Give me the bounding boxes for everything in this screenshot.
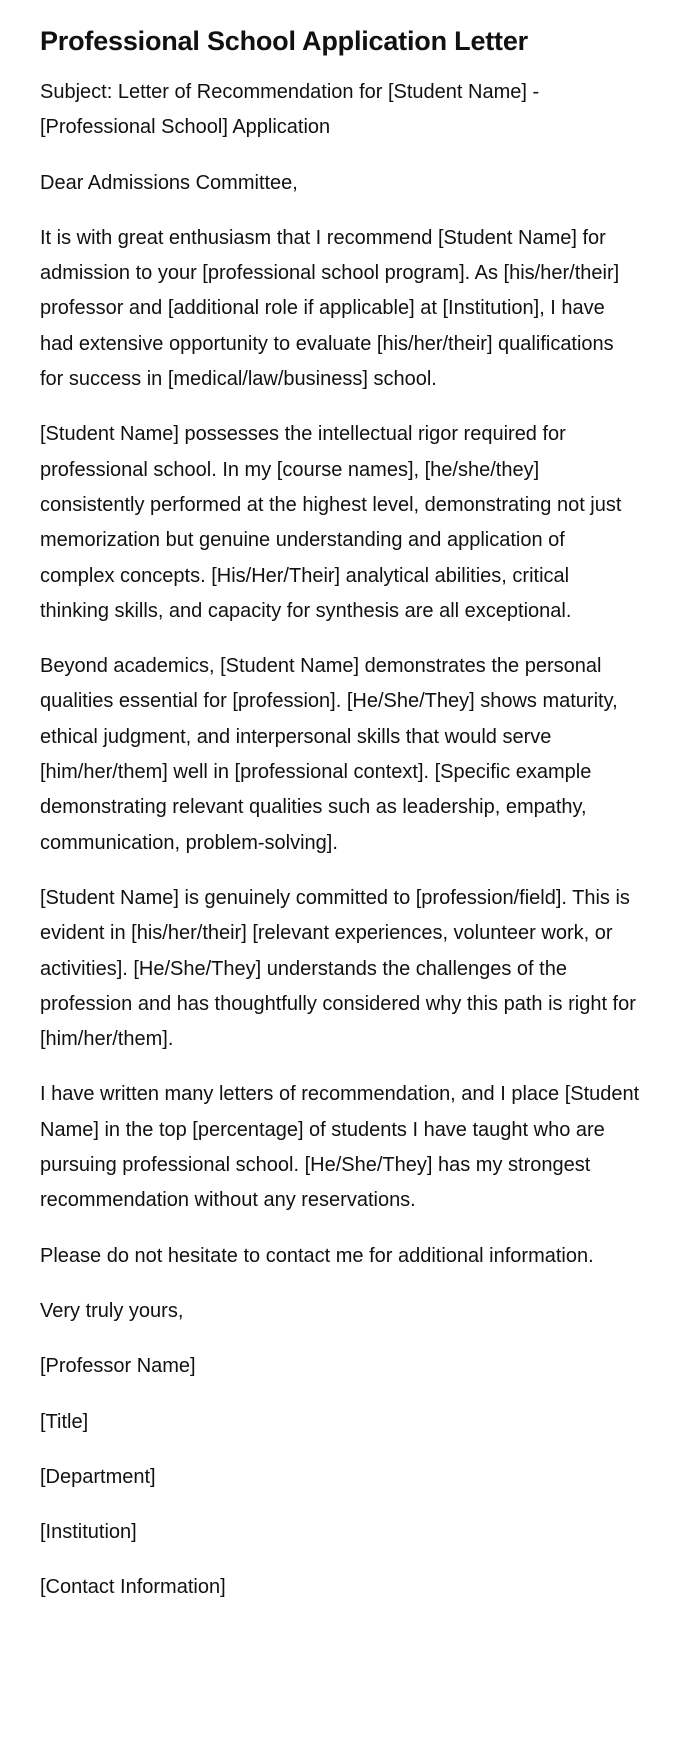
closing: Very truly yours, — [40, 1299, 184, 1322]
subject-line: Subject: Letter of Recommendation for [Student Name] - [Professional School] Application — [40, 81, 540, 139]
body-paragraph-commitment: [Student Name] is genuinely committed to [profession/field]. This is evident in [his/her/their] [relevant experiences, volunteer work, or activities]. [He/She/They] understands the challenges of the profession and has thoughtfully considered why this path is right for [him/her/them]. — [40, 886, 636, 1051]
signature-name: [Professor Name] — [40, 1355, 196, 1378]
body-paragraph-ranking: I have written many letters of recommendation, and I place [Student Name] in the top [percentage] of students I have taught who are pursuing professional school. [He/She/They] has my strongest recommendation without any reservations. — [40, 1083, 640, 1212]
page-title: Professional School Application Letter — [40, 26, 528, 56]
signature-institution: [Institution] — [40, 1521, 137, 1544]
body-paragraph-personal-qualities: Beyond academics, [Student Name] demonstrates the personal qualities essential for [profession]. [He/She/They] shows maturity, ethical judgment, and interpersonal skills that would serve [him/her/them] well in [professional context]. [Specific example demonstrating relevant qualities such as leadership, empathy, communication, problem-solving]. — [40, 655, 618, 854]
body-paragraph-contact: Please do not hesitate to contact me for additional information. — [40, 1244, 594, 1267]
signature-department: [Department] — [40, 1465, 156, 1488]
letter-document — [40, 0, 640, 1606]
body-paragraph-intro: It is with great enthusiasm that I recommend [Student Name] for admission to your [professional school program]. As [his/her/their] professor and [additional role if applicable] at [Institution], I have had extensive opportunity to evaluate [his/her/their] qualifications for success in [medical/law/business] school. — [40, 226, 620, 391]
salutation: Dear Admissions Committee, — [40, 171, 298, 194]
signature-contact: [Contact Information] — [40, 1576, 226, 1599]
signature-title: [Title] — [40, 1410, 89, 1433]
body-paragraph-academics: [Student Name] possesses the intellectual rigor required for professional school. In my [course names], [he/she/they] consistently performed at the highest level, demonstrating not just memorization but genuine understanding and application of complex concepts. [His/Her/Their] analytical abilities, critical thinking skills, and capacity for synthesis are all exceptional. — [40, 423, 622, 622]
